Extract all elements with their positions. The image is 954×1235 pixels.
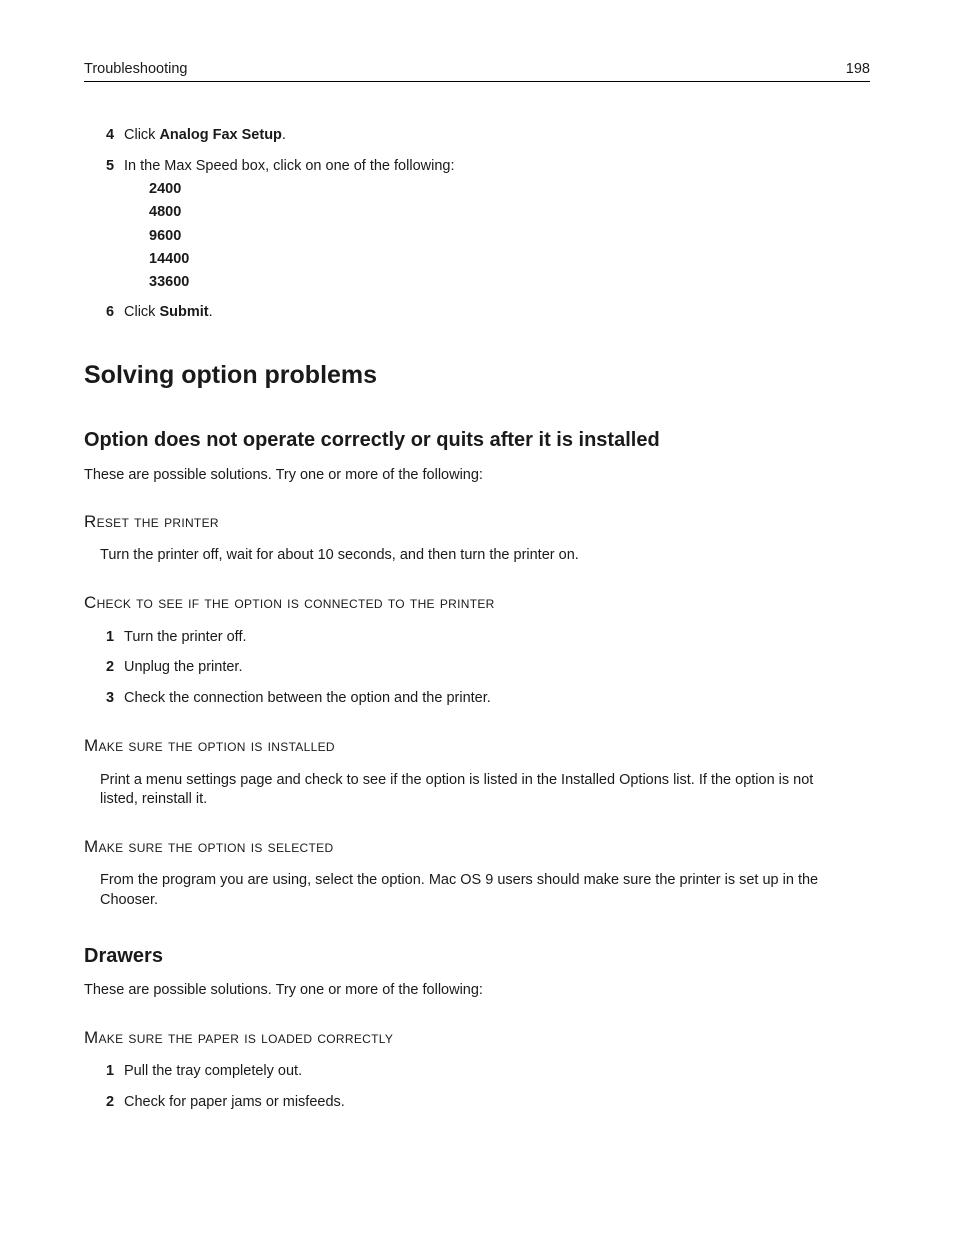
step-number: 3 (106, 690, 115, 706)
running-header-section: Troubleshooting (84, 61, 188, 77)
section-heading: Option does not operate correctly or quits after it is installed (84, 429, 660, 451)
paragraph-line: From the program you are using, select the option. Mac OS 9 users should make sure the printer is set up in the (100, 872, 819, 888)
subsection-heading: Make sure the option is installed (84, 736, 335, 755)
paragraph-line: listed, reinstall it. (100, 791, 208, 807)
header-divider (84, 81, 870, 82)
step-number: 1 (106, 1063, 115, 1079)
step-number: 2 (106, 659, 115, 675)
speed-option: 2400 (149, 181, 182, 197)
speed-option: 4800 (149, 204, 182, 220)
subsection-heading: Make sure the paper is loaded correctly (84, 1028, 394, 1047)
paragraph-line: Chooser. (100, 892, 159, 908)
page-number: 198 (845, 61, 870, 77)
section-intro: These are possible solutions. Try one or more of the following: (84, 467, 483, 483)
speed-option: 33600 (149, 274, 190, 290)
step-text: Check for paper jams or misfeeds. (124, 1094, 345, 1110)
step-number: 2 (106, 1094, 115, 1110)
step-number: 1 (106, 629, 115, 645)
subsection-heading: Make sure the option is selected (84, 837, 334, 856)
step-text (124, 304, 213, 320)
speed-option: 9600 (149, 228, 182, 244)
paragraph-line: Print a menu settings page and check to see if the option is listed in the Installed Options list. If the option is not (100, 772, 814, 788)
step-text: Check the connection between the option and the printer. (124, 690, 491, 706)
step-text: Pull the tray completely out. (124, 1063, 303, 1079)
step-text: Unplug the printer. (124, 659, 243, 675)
subsection-heading: Check to see if the option is connected to the printer (84, 593, 495, 612)
ui-term-analog-fax-setup: Analog Fax Setup (159, 127, 282, 143)
step-text (124, 127, 286, 143)
step-text-post: . (281, 127, 286, 143)
subsection-heading: Reset the printer (84, 512, 219, 531)
step-text: Turn the printer off. (124, 629, 247, 645)
section-intro: These are possible solutions. Try one or more of the following: (84, 982, 483, 998)
step-text-post: . (208, 304, 213, 320)
page-title: Solving option problems (84, 361, 378, 389)
ui-term-submit: Submit (159, 304, 209, 320)
section-heading: Drawers (84, 945, 163, 967)
speed-option: 14400 (149, 251, 190, 267)
step-text-pre: Click (124, 304, 160, 320)
step-number: 6 (106, 304, 115, 320)
step-text-pre: Click (124, 127, 160, 143)
paragraph: Turn the printer off, wait for about 10 seconds, and then turn the printer on. (100, 547, 579, 563)
step-text: In the Max Speed box, click on one of the following: (124, 158, 455, 174)
step-number: 4 (106, 127, 115, 143)
step-number: 5 (106, 158, 115, 174)
